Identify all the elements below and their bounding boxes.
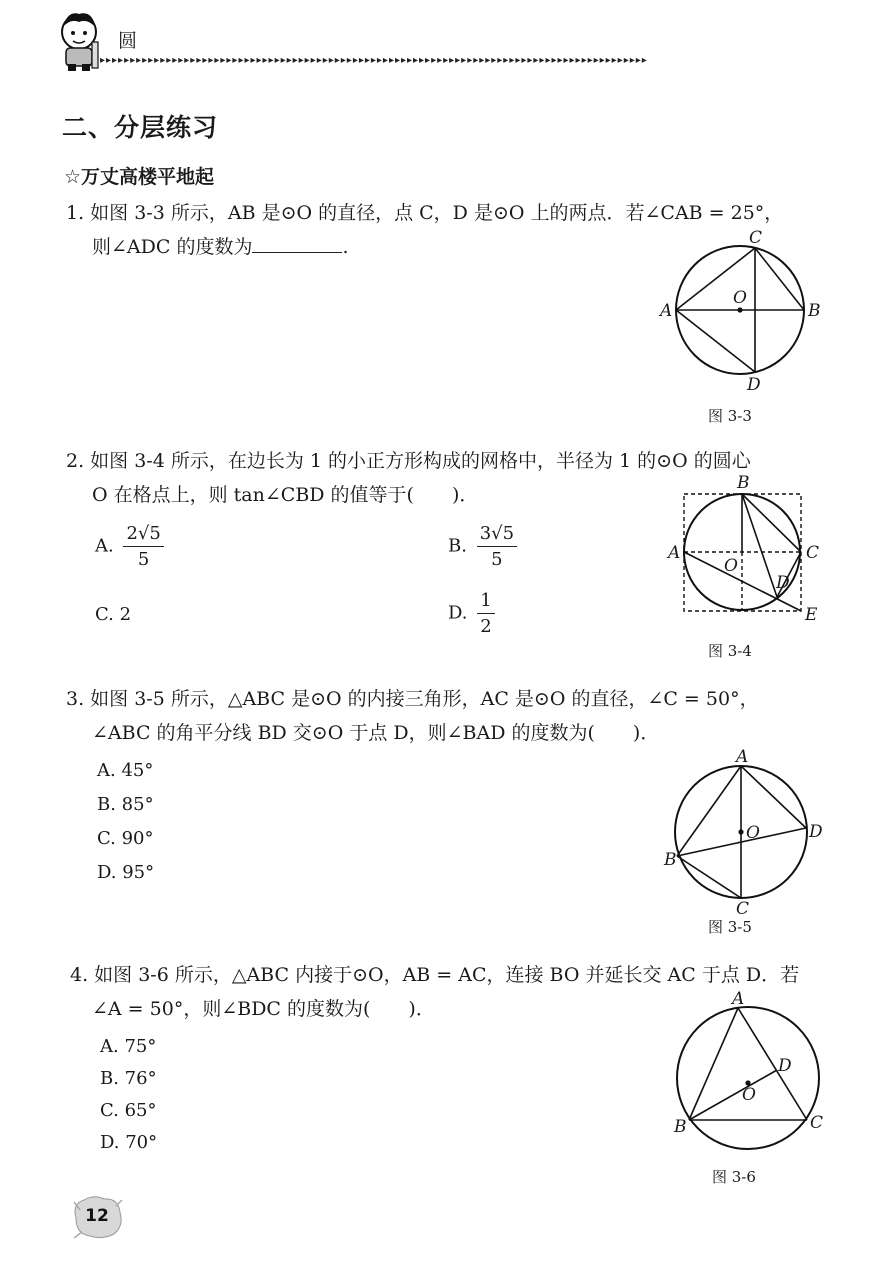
q2-option-a-den: 5 [137,549,150,570]
q2-option-a-num: 2√5 [123,523,163,547]
q3-line2: ∠ABC 的角平分线 BD 交⊙O 于点 D，则∠BAD 的度数为( )． [92,722,660,744]
fig34-label-B: B [737,473,750,493]
fig35-label-D: D [809,822,823,842]
q2-option-a-label: A. [95,535,114,557]
fig36-label-C: C [810,1113,824,1133]
fig34-label-D: D [776,573,790,593]
q1-line2 [92,234,349,260]
fig35-label-O: O [746,823,760,843]
q4-option-a[interactable]: A. 75° [100,1036,157,1057]
q2-option-d-num: 1 [477,590,494,614]
fig36-label-A: A [732,990,745,1009]
fig35-label-B: B [664,850,677,870]
q1-figure-caption: 图 3-3 [708,407,752,425]
page-number-badge [70,1194,124,1240]
section-title: 二、分层练习 [62,113,219,142]
fig36-circle [677,1007,819,1149]
fig33-label-D: D [747,375,761,395]
fig36-label-O: O [742,1085,756,1105]
q2-line2: O 在格点上，则 tan∠CBD 的值等于( )． [92,484,479,506]
q4-option-b[interactable]: B. 76° [100,1068,157,1089]
q4-line2: ∠A = 50°，则∠BDC 的度数为( )． [92,998,435,1020]
q3-option-a[interactable]: A. 45° [97,760,154,781]
subsection-title: ☆万丈高楼平地起 [64,166,215,188]
fig33-label-C: C [749,228,763,248]
q2-option-b-label: B. [448,535,467,557]
figure-3-5 [660,748,830,916]
fig33-label-O: O [733,288,747,308]
q4-option-d[interactable]: D. 70° [100,1132,158,1153]
chapter-title: 圆 [118,30,138,52]
q2-option-d-den: 2 [480,616,492,637]
q3-line1: 3. 如图 3-5 所示，△ABC 是⊙O 的内接三角形，AC 是⊙O 的直径，∠C = 50°， [66,688,759,710]
q3-option-b[interactable]: B. 85° [97,794,154,815]
fig35-label-C: C [736,899,750,916]
q2-option-b[interactable] [448,523,517,570]
fig36-label-B: B [674,1117,687,1137]
q3-option-c[interactable]: C. 90° [97,828,154,849]
q1-line2-end: . [342,236,349,258]
q2-option-d[interactable] [448,590,495,637]
fig34-label-E: E [805,605,818,625]
fig35-label-A: A [736,748,749,767]
q2-line1: 2. 如图 3-4 所示，在边长为 1 的小正方形构成的网格中，半径为 1 的⊙O 的圆心 [66,450,751,472]
q2-option-b-den: 5 [491,549,503,570]
fig36-label-D: D [778,1056,792,1076]
fig33-label-A: A [660,301,673,321]
q1-line1: 1. 如图 3-3 所示，AB 是⊙O 的直径，点 C，D 是⊙O 上的两点．若∠CAB = 25°， [66,202,784,224]
fig34-label-C: C [806,543,820,563]
q3-option-d[interactable]: D. 95° [97,862,155,883]
figure-3-3 [655,225,830,400]
fig34-label-O: O [724,556,738,576]
q2-figure-caption: 图 3-4 [708,642,752,660]
fig34-label-A: A [668,543,681,563]
figure-3-4 [660,470,830,630]
q4-option-c[interactable]: C. 65° [100,1100,157,1121]
q2-option-d-label: D. [448,602,468,624]
q2-option-a[interactable] [95,523,164,570]
q1-line2-text: 则∠ADC 的度数为 [92,236,253,258]
q1-answer-blank [252,234,342,253]
header-divider: ▸▸▸▸▸▸▸▸▸▸▸▸▸▸▸▸▸▸▸▸▸▸▸▸▸▸▸▸▸▸▸▸▸▸▸▸▸▸▸▸▸▸▸▸▸▸▸▸▸▸▸▸▸▸▸▸▸▸▸▸▸▸▸▸▸▸▸▸▸▸▸▸▸▸▸▸▸▸▸▸▸▸▸▸▸▸▸▸▸▸▸ [100,55,648,66]
fig33-label-B: B [808,301,821,321]
q2-option-c[interactable]: C. 2 [95,604,132,625]
figure-3-6 [662,990,832,1160]
q3-figure-caption: 图 3-5 [708,918,752,936]
q2-option-b-num: 3√5 [477,523,517,547]
q4-line1: 4. 如图 3-6 所示，△ABC 内接于⊙O，AB = AC，连接 BO 并延长交 AC 于点 D．若 [70,964,800,986]
q4-figure-caption: 图 3-6 [712,1168,756,1186]
page-number: 12 [85,1206,109,1226]
